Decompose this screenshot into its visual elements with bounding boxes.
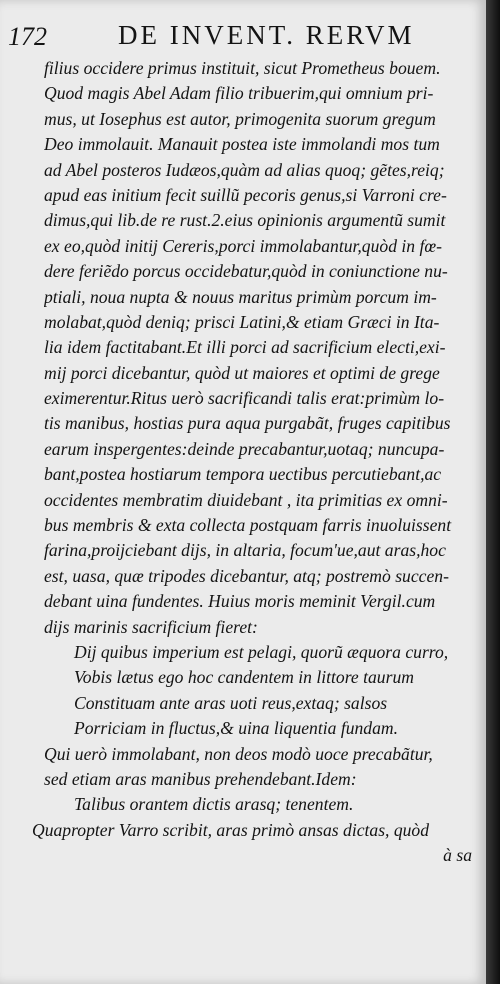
text-line: mus, ut Iosephus est autor, primogenita suorum gregum (44, 108, 436, 129)
text-line: molabat,quòd deniq; prisci Latini,& etiam Græci in Ita- (44, 311, 440, 332)
text-line: tis manibus, hostias pura aqua purgabãt, fruges capitibus (44, 413, 451, 434)
text-line: lia idem factitabant.Et illi porci ad sacrificium electi,exi- (44, 337, 446, 358)
text-line: filius occidere primus instituit, sicut Prometheus bouem. (44, 58, 441, 78)
catchword: à sa (443, 845, 472, 866)
body-text (32, 56, 480, 869)
running-title: DE INVENT. RERVM (118, 20, 415, 50)
text-line: eximerentur.Ritus uerò sacrificandi talis erat:primùm lo- (44, 388, 445, 409)
text-line: Quapropter Varro scribit, aras primò ansas dictas, quòd (32, 819, 430, 840)
text-line: dijs marinis sacrificium fieret: (44, 616, 258, 637)
text-line: apud eas initium fecit suillũ pecoris genus,si Varroni cre- (44, 184, 447, 205)
text-line: farina,proijciebant dijs, in altaria, focum'ue,aut aras,hoc (44, 540, 446, 561)
text-line: mij porci dicebantur, quòd ut maiores et optimi de grege (44, 362, 440, 383)
verse-line: Constituam ante aras uoti reus,extaq; salsos (74, 692, 388, 713)
text-line: dere feriẽdo porcus occidebatur,quòd in coniunctione nu- (44, 261, 448, 282)
text-line: sed etiam aras manibus prehendebant.Idem: (44, 768, 357, 789)
quoted-verse: Talibus orantem dictis arasq; tenentem. (74, 794, 354, 815)
text-line: ad Abel posteros Iudæos,quàm ad alias quoq; gẽtes,reiq; (44, 159, 445, 180)
text-line: occidentes membratim diuidebant , ita primitias ex omni- (44, 489, 448, 510)
verse-line: Porriciam in fluctus,& uina liquentia fundam. (74, 718, 399, 739)
book-gutter (486, 0, 500, 984)
text-line: Qui uerò immolabant, non deos modò uoce precabãtur, (44, 743, 433, 764)
text-line: ex eo,quòd initij Cereris,porci immolabantur,quòd in fœ- (44, 235, 442, 256)
text-line: Deo immolauit. Manauit postea iste immolandi mos tum (44, 134, 440, 155)
text-line: dimus,qui lib.de re rust.2.eius opinionis argumentũ sumit (44, 210, 446, 231)
text-line: debant uina fundentes. Huius moris meminit Vergil.cum (44, 591, 436, 612)
text-line: bus membris & exta collecta postquam farris inuoluissent (44, 515, 452, 536)
text-line: earum inspergentes:deinde precabantur,uotaq; nuncupa- (44, 438, 445, 459)
running-head (8, 20, 478, 54)
verse-line: Vobis lætus ego hoc candentem in littore taurum (74, 667, 414, 688)
text-line: ptiali, noua nupta & nouus maritus primùm porcum im- (44, 286, 437, 307)
text-line: bant,postea hostiarum tempora uectibus percutiebant,ac (44, 464, 442, 485)
text-line: est, uasa, quæ tripodes dicebantur, atq; postremò succen- (44, 565, 449, 586)
verse-line: Dij quibus imperium est pelagi, quorũ æquora curro, (74, 641, 449, 662)
text-line: Quod magis Abel Adam filio tribuerim,qui omnium pri- (44, 83, 434, 104)
page-number: 172 (8, 22, 47, 51)
